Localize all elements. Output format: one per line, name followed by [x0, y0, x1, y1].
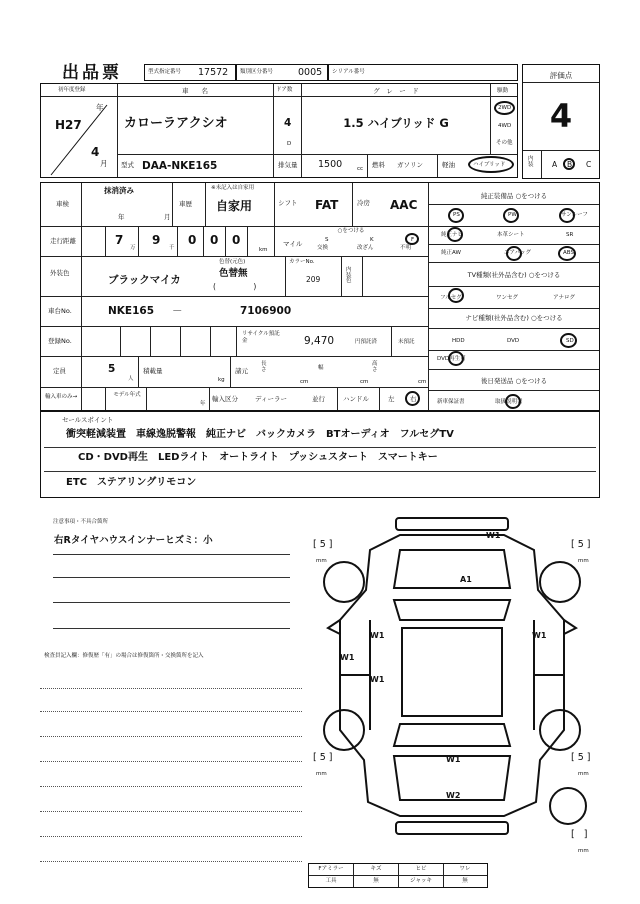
tv-oneseg: ワンセグ	[496, 295, 519, 301]
warranty: 新車保証書	[437, 399, 465, 405]
equip-ps-circle	[448, 208, 464, 223]
mileage-d1: 7	[115, 233, 124, 247]
model: DAA-NKE165	[142, 160, 218, 172]
exterior-color: ブラックマイカ	[108, 274, 181, 286]
fuel-hybrid: ハイブリッド	[473, 162, 506, 168]
chassis-dash: －	[172, 305, 183, 317]
recycle-label: リサイクル預託金	[242, 331, 280, 345]
shift-label: シフト	[278, 199, 298, 207]
color-label: 外装色	[50, 269, 70, 277]
form-no: 17572	[198, 67, 229, 78]
legend-v2: 無	[373, 878, 379, 884]
door-d: D	[287, 141, 292, 147]
navi-dvd: DVD	[507, 338, 520, 344]
equip-sunroof: サンルーフ	[561, 212, 588, 218]
registration-label: 登録No.	[48, 337, 72, 345]
recycle-amount: 9,470	[304, 335, 335, 347]
tire-rr: [ 5 ]	[571, 752, 591, 763]
legend-h4: ワレ	[459, 866, 471, 872]
mark-left-front: W1	[370, 631, 385, 640]
tire-fr: [ 5 ]	[571, 539, 591, 550]
equip-airbag: エアバッグ	[504, 250, 532, 256]
navi-sd-circle	[560, 333, 577, 348]
interior-b-circle	[563, 158, 575, 170]
mark-hood: A1	[460, 575, 472, 584]
car-name: カローラアクシオ	[124, 116, 228, 131]
handle-right: 右	[410, 395, 417, 403]
equip-sr: SR	[566, 232, 574, 238]
import-parallel: 並行	[312, 395, 325, 403]
navi-hdd: HDD	[452, 338, 465, 344]
equip-pw: PW	[508, 212, 517, 218]
tire-rl: [ 5 ]	[313, 752, 333, 763]
fuel-diesel: 軽油	[442, 161, 455, 169]
history-note: ※未記入は自家用	[211, 185, 255, 191]
handle-left: 左	[388, 395, 395, 403]
tv-title: TV種類(社外品含む) ○をつける	[467, 271, 561, 279]
legend-h1: Fアミラー	[318, 866, 344, 872]
history-label: 車歴	[179, 200, 192, 208]
equip-sunroof-circle	[559, 208, 575, 223]
dims-height-cm: cm	[418, 379, 427, 385]
manual: 取扱説明書	[495, 399, 523, 405]
equip-airbag-circle	[506, 246, 522, 261]
cc-unit: cc	[357, 166, 364, 172]
year-suffix: 年	[96, 103, 104, 112]
mark-rear-top: W1	[446, 755, 461, 764]
grade-box-label: 評価点	[549, 71, 573, 80]
dvd-circle	[448, 351, 464, 366]
meter-replace-label: ○をつける	[337, 228, 365, 234]
mileage-d5: 0	[232, 233, 241, 247]
meter-f-circle	[405, 233, 419, 245]
equip-abs-circle	[558, 246, 576, 261]
meter-modified: 改ざん	[357, 245, 374, 251]
navi-sd: SD	[566, 338, 574, 344]
legend-v3: ジャッキ	[410, 878, 432, 884]
meter-f: F	[411, 237, 415, 243]
after-title: 後日発送品 ○をつける	[480, 377, 548, 385]
inspection-value: 抹消済み	[104, 186, 134, 195]
chassis-number: 7106900	[240, 305, 292, 317]
mark-rear: W2	[446, 791, 461, 800]
mileage-label: 走行距離	[50, 237, 76, 245]
load-label: 積載量	[143, 367, 163, 375]
fuel-gas: ガソリン	[397, 161, 423, 169]
interior-c: C	[586, 160, 592, 169]
import-class-label: 輸入区分	[212, 395, 238, 403]
meter-unknown: 不明	[400, 245, 412, 251]
handle-label: ハンドル	[343, 395, 369, 403]
sales-line-1: 衝突軽減装置 車線逸脱警報 純正ナビ バックカメラ BTオーディオ フルセグTV	[66, 429, 454, 440]
recycle-paid: 円預託済	[355, 339, 378, 345]
class-no: 0005	[298, 67, 323, 78]
mark-right-front: W1	[532, 631, 547, 640]
wheel-spare	[550, 788, 586, 824]
first-reg-label: 初年度登録	[58, 87, 86, 93]
doors: 4	[284, 117, 292, 129]
roof	[402, 628, 502, 716]
capacity-unit: 人	[128, 376, 134, 382]
legend-h2: キズ	[370, 866, 382, 872]
drive-other: その他	[496, 140, 513, 146]
inspection-month: 月	[164, 213, 171, 221]
interior-label: 内装	[528, 156, 534, 168]
interior-color-label: 内装色	[346, 267, 352, 284]
tire-rl-unit: mm	[316, 771, 327, 777]
rear-bumper	[396, 822, 508, 834]
first-reg-month: 4	[91, 145, 100, 159]
legend-v1: 工具	[325, 878, 337, 884]
drive-2wd: 2WD	[498, 105, 512, 111]
equip-title: 純正装備品 ○をつける	[480, 192, 548, 200]
dims-label: 諸元	[235, 367, 248, 375]
mileage-km: km	[259, 247, 268, 253]
mileage-d2: 9	[152, 233, 161, 247]
serial-label: シリアル番号	[332, 69, 365, 75]
inspection-year: 年	[118, 213, 125, 221]
legend-h3: ヒビ	[415, 866, 427, 872]
equip-ps: PS	[453, 212, 460, 218]
class-no-label: 類別区分番号	[240, 69, 274, 75]
auction-grade: 4	[549, 97, 573, 135]
color-change: 色替無	[219, 268, 248, 279]
chassis-prefix: NKE165	[108, 305, 155, 317]
windshield	[394, 600, 510, 620]
mileage-sen: 千	[169, 245, 175, 251]
displacement-label: 排気量	[278, 161, 298, 169]
mark-front-bumper: W1	[486, 531, 501, 540]
dims-length: 長さ	[261, 361, 267, 373]
equip-leather: 本革シート	[497, 232, 525, 238]
rear-window	[394, 724, 510, 746]
sales-line-3: ETC ステアリングリモコン	[66, 477, 197, 488]
equip-aw: 純正AW	[441, 250, 461, 256]
drive-2wd-circle	[494, 101, 515, 115]
equip-abs: ABS	[563, 250, 574, 256]
load-kg: kg	[218, 377, 225, 383]
tire-spare-unit: mm	[578, 848, 589, 854]
grade-label: グ レ ー ド	[373, 87, 419, 95]
color-no-label: カラーNo.	[289, 259, 315, 265]
displacement: 1500	[318, 159, 343, 170]
ac-label: 冷房	[357, 199, 370, 207]
equip-pw-circle	[503, 208, 519, 223]
model-label: 型式	[121, 161, 134, 169]
equip-navi-circle	[447, 227, 463, 242]
handle-right-circle	[405, 391, 420, 406]
chassis-label: 車台No.	[48, 307, 72, 315]
capacity-label: 定員	[53, 367, 66, 375]
capacity: 5	[108, 363, 116, 375]
wheel-front-right	[540, 562, 580, 602]
mark-left-rear: W1	[370, 675, 385, 684]
car-damage-diagram	[300, 510, 612, 840]
wheel-rear-right	[540, 710, 580, 750]
color-change-label: 色替(元色)	[219, 259, 246, 265]
page-title: 出品票	[62, 63, 122, 83]
fuel-hybrid-circle	[468, 156, 514, 173]
date-slash	[41, 97, 117, 177]
first-reg-era: H27	[55, 118, 82, 132]
model-year-label: モデル年式	[113, 392, 141, 398]
interior-b: B	[567, 160, 573, 169]
manual-circle	[505, 394, 521, 409]
dims-length-cm: cm	[300, 379, 309, 385]
sales-label: セールスポイント	[62, 416, 114, 424]
shift: FAT	[315, 198, 339, 212]
notes-label: 注意事項・不具合箇所	[53, 519, 109, 525]
drive-4wd: 4WD	[498, 123, 512, 129]
sales-line-2: CD・DVD再生 LEDライト オートライト プッシュスタート スマートキー	[78, 452, 438, 463]
color-paren: ( )	[213, 282, 257, 291]
front-bumper	[396, 518, 508, 530]
model-year-unit: 年	[200, 401, 206, 407]
doors-label: ドア数	[276, 87, 293, 93]
equip-navi: 純正ナビ	[441, 232, 464, 238]
tire-fr-unit: mm	[578, 558, 589, 564]
tire-fl: [ 5 ]	[313, 539, 333, 550]
interior-a: A	[552, 160, 558, 169]
mark-left-side: W1	[340, 653, 355, 662]
inspection-label: 車検	[56, 200, 69, 208]
dvd-playback: DVD再生可	[437, 356, 466, 362]
legend-v4: 無	[462, 878, 468, 884]
mileage-man: 万	[130, 245, 136, 251]
fuel-label: 燃料	[372, 161, 385, 169]
car-name-label: 車 名	[182, 87, 208, 95]
drive-label: 駆動	[497, 88, 509, 94]
tv-fullseg: フルセグ	[440, 295, 462, 301]
color-no: 209	[306, 275, 321, 284]
wheel-rear-left	[324, 710, 364, 750]
dims-width-cm: cm	[360, 379, 369, 385]
mileage-d3: 0	[188, 233, 197, 247]
ac: AAC	[390, 198, 418, 212]
meter-mile: マイル	[283, 240, 303, 248]
meter-swap: 交換	[317, 245, 329, 251]
navi-title: ナビ種類(社外品含む) ○をつける	[465, 314, 563, 322]
tv-analog: アナログ	[553, 295, 576, 301]
meter-s: S	[325, 237, 329, 243]
dims-width: 幅	[318, 365, 324, 371]
tv-fullseg-circle	[448, 288, 464, 303]
inspector-label: 検査員記入欄：修復歴「有」の場合は修復箇所・交換箇所を記入	[44, 653, 204, 659]
month-suffix: 月	[100, 159, 108, 168]
dims-height: 高さ	[372, 361, 378, 373]
grade-name: 1.5 ハイブリッド G	[343, 116, 449, 130]
import-label: 輸入車のみ→	[45, 394, 78, 400]
import-dealer: ディーラー	[255, 395, 287, 403]
notes-line-1: 右Rタイヤハウスインナーヒズミ：小	[54, 535, 213, 546]
tire-spare: [ ]	[571, 829, 588, 840]
form-no-label: 型式指定番号	[148, 69, 182, 75]
tire-fl-unit: mm	[316, 558, 327, 564]
recycle-unpaid: 未預託	[398, 339, 415, 345]
meter-k: K	[370, 237, 374, 243]
wheel-front-left	[324, 562, 364, 602]
hood	[394, 550, 510, 588]
tire-rr-unit: mm	[578, 771, 589, 777]
history: 自家用	[216, 199, 253, 213]
mileage-d4: 0	[210, 233, 219, 247]
